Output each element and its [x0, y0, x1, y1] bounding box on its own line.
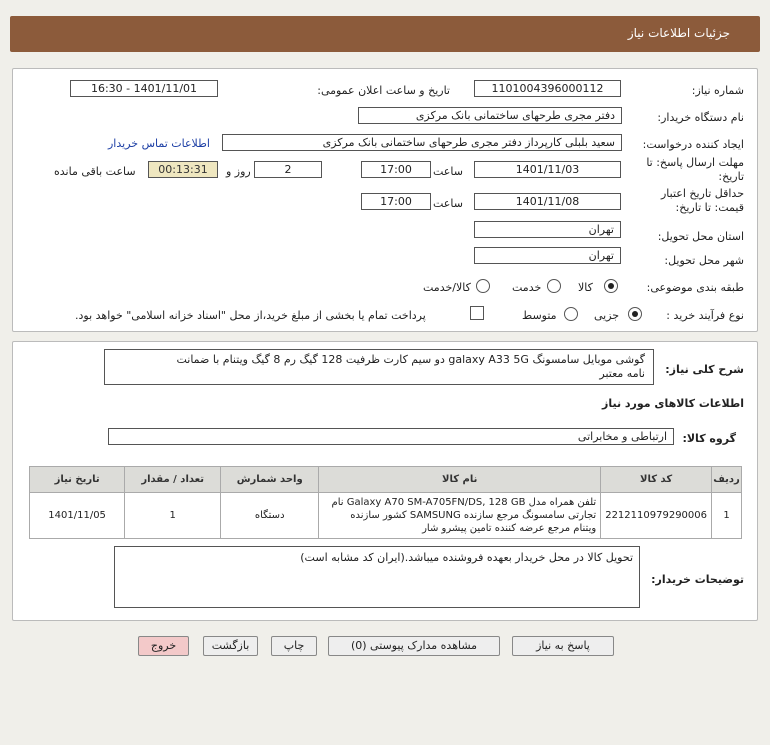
days-field: 2: [254, 161, 322, 178]
need-number-label: شماره نیاز:: [691, 84, 744, 97]
cell-date: 1401/11/05: [30, 493, 125, 539]
category-label: طبقه بندی موضوعی:: [646, 281, 744, 294]
process-label: نوع فرآیند خرید :: [666, 309, 744, 322]
category-radio-goods[interactable]: [604, 279, 618, 293]
days-label: روز و: [226, 165, 251, 178]
col-unit: واحد شمارش: [221, 467, 319, 493]
category-radio-goods-service[interactable]: [476, 279, 490, 293]
remaining-label: ساعت باقی مانده: [54, 165, 136, 178]
deadline-label: [646, 156, 744, 184]
cell-name-line3: ویتنام مرجع عرضه کننده تامین پیشرو شار: [422, 523, 597, 534]
back-button[interactable]: بازگشت: [203, 636, 258, 656]
summary-label: شرح کلی نیاز:: [665, 363, 744, 376]
validity-label-line2: قیمت: تا تاریخ:: [675, 201, 744, 214]
deadline-label-line2: تاریخ:: [718, 170, 744, 183]
goods-section-title: اطلاعات کالاهای مورد نیاز: [602, 397, 744, 410]
city-field: تهران: [474, 247, 621, 264]
process-option-medium: متوسط: [522, 309, 557, 322]
summary-box: [104, 349, 654, 385]
page-title: جزئیات اطلاعات نیاز: [627, 26, 730, 40]
province-label: استان محل تحویل:: [657, 230, 744, 243]
print-button[interactable]: چاپ: [271, 636, 317, 656]
reply-button[interactable]: پاسخ به نیاز: [512, 636, 614, 656]
deadline-date-field: 1401/11/03: [474, 161, 621, 178]
category-option-goods: کالا: [578, 281, 593, 294]
buyer-org-label: نام دستگاه خریدار:: [657, 111, 744, 124]
summary-line2: نامه معتبر: [599, 367, 645, 380]
view-attachments-button[interactable]: مشاهده مدارک پیوستی (0): [328, 636, 500, 656]
category-radio-service[interactable]: [547, 279, 561, 293]
col-name: نام کالا: [319, 467, 601, 493]
deadline-time-field: 17:00: [361, 161, 431, 178]
buyer-notes-box: [114, 546, 640, 608]
need-number-field: 1101004396000112: [474, 80, 621, 97]
goods-table-header: [30, 467, 742, 493]
buyer-notes-label: توضیحات خریدار:: [651, 573, 744, 586]
validity-label: [661, 187, 744, 215]
validity-label-line1: حداقل تاریخ اعتبار: [660, 187, 744, 200]
announce-label: تاریخ و ساعت اعلان عمومی:: [317, 84, 450, 97]
cell-qty: 1: [125, 493, 221, 539]
goods-group-field: ارتباطی و مخابراتی: [108, 428, 674, 445]
cell-code: 2212110979290006: [601, 493, 712, 539]
province-field: تهران: [474, 221, 621, 238]
process-radio-medium[interactable]: [564, 307, 578, 321]
goods-table: [29, 466, 742, 539]
validity-time-label: ساعت: [433, 197, 463, 210]
summary-line1: گوشی موبایل سامسونگ galaxy A33 5G دو سیم کارت ظرفیت 128 گیگ رم 8 گیگ ویتنام با ضمانت: [176, 353, 645, 366]
treasury-payment-checkbox[interactable]: [470, 306, 484, 320]
contact-buyer-link[interactable]: اطلاعات تماس خریدار: [108, 137, 210, 150]
treasury-payment-note: پرداخت تمام یا بخشی از مبلغ خرید،از محل "اسناد خزانه اسلامی" خواهد بود.: [75, 309, 426, 322]
creator-label: ایجاد کننده درخواست:: [642, 138, 744, 151]
creator-field: سعید بلبلی کارپرداز دفتر مجری طرحهای ساختمانی بانک مرکزی: [222, 134, 622, 151]
category-option-goods-service: کالا/خدمت: [423, 281, 471, 294]
process-option-minor: جزیی: [594, 309, 620, 322]
remaining-timer: 00:13:31: [148, 161, 218, 178]
city-label: شهر محل تحویل:: [664, 254, 744, 267]
cell-name-line1: تلفن همراه مدل Galaxy A70 SM-A705FN/DS, 128 GB نام: [331, 497, 597, 508]
cell-name: [319, 493, 601, 539]
col-code: کد کالا: [601, 467, 712, 493]
buyer-org-field: دفتر مجری طرحهای ساختمانی بانک مرکزی: [358, 107, 622, 124]
cell-name-line2: تجارتی سامسونگ مرجع سازنده SAMSUNG کشور سازنده: [350, 510, 597, 521]
col-qty: تعداد / مقدار: [125, 467, 221, 493]
col-row: ردیف: [712, 467, 742, 493]
page-header: [10, 16, 760, 52]
cell-row: 1: [712, 493, 742, 539]
validity-time-field: 17:00: [361, 193, 431, 210]
announce-field: 1401/11/01 - 16:30: [70, 80, 218, 97]
cell-unit: دستگاه: [221, 493, 319, 539]
buyer-notes-text: تحویل کالا در محل خریدار بعهده فروشنده میباشد.(ایران کد مشابه است): [300, 551, 633, 564]
deadline-label-line1: مهلت ارسال پاسخ: تا: [646, 156, 744, 169]
goods-group-label: گروه کالا:: [682, 432, 736, 445]
deadline-time-label: ساعت: [433, 165, 463, 178]
category-option-service: خدمت: [512, 281, 542, 294]
exit-button[interactable]: خروج: [138, 636, 189, 656]
table-row: [30, 493, 742, 539]
validity-date-field: 1401/11/08: [474, 193, 621, 210]
process-radio-minor[interactable]: [628, 307, 642, 321]
col-date: تاریخ نیاز: [30, 467, 125, 493]
